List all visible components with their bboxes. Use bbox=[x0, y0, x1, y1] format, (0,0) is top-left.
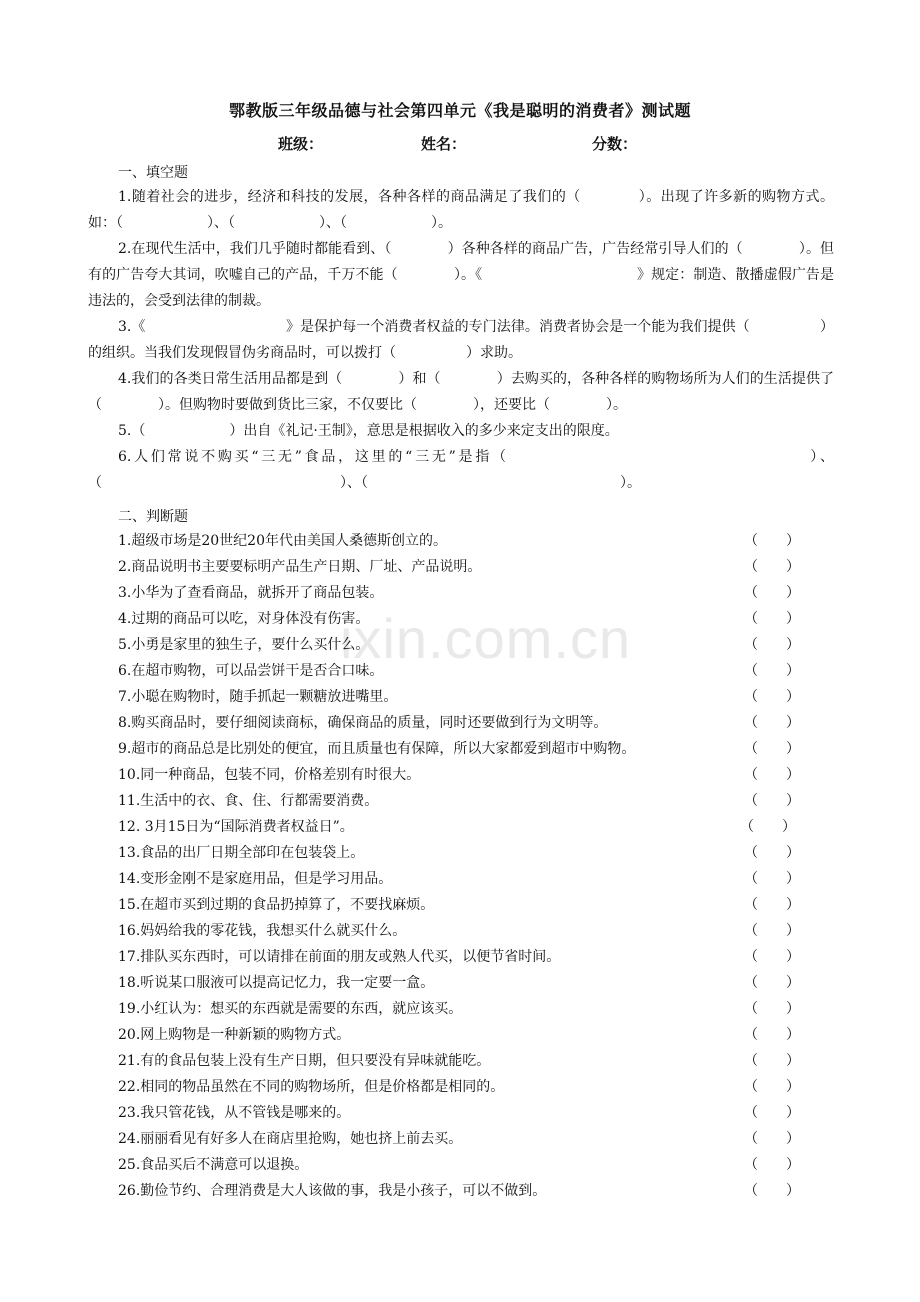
true-false-question: 12. 3月15日为“国际消费者权益日”。 bbox=[118, 819, 354, 835]
answer-parentheses: （ ） bbox=[744, 715, 800, 731]
fill-blank-question: 6.人们常说不购买“三无”食品，这里的“三无”是指（ ）、（ ）、（ ）。 bbox=[88, 449, 834, 491]
true-false-question: 6.在超市购物，可以品尝饼干是否合口味。 bbox=[118, 663, 384, 679]
section-true-false-title: 二、判断题 bbox=[118, 509, 188, 525]
answer-parentheses: （ ） bbox=[744, 637, 800, 653]
true-false-question: 3.小华为了查看商品，就拆开了商品包装。 bbox=[118, 585, 384, 601]
true-false-question: 23.我只管花钱，从不管钱是哪来的。 bbox=[118, 1105, 351, 1121]
fill-blank-question: 4.我们的各类日常生活用品都是到（ ）和（ ）去购买的，各种各样的购物场所为人们的生活提供了（ ）。但购物时要做到货比三家，不仅要比（ ），还要比（ ）。 bbox=[88, 371, 834, 413]
fill-blank-question: 3.《 》是保护每一个消费者权益的专门法律。消费者协会是一个能为我们提供（ ）的组织。当我们发现假冒伪劣商品时，可以拨打（ ）求助。 bbox=[88, 319, 834, 361]
answer-parentheses: （ ） bbox=[744, 923, 800, 939]
class-label: 班级： bbox=[278, 135, 324, 153]
true-false-question: 8.购买商品时，要仔细阅读商标，确保商品的质量，同时还要做到行为文明等。 bbox=[118, 715, 608, 731]
answer-parentheses: （ ） bbox=[744, 1079, 800, 1095]
answer-parentheses: （ ） bbox=[744, 871, 800, 887]
true-false-question: 13.食品的出厂日期全部印在包装袋上。 bbox=[118, 845, 365, 861]
answer-parentheses: （ ） bbox=[744, 741, 800, 757]
answer-parentheses: （ ） bbox=[744, 611, 800, 627]
true-false-question: 24.丽丽看见有好多人在商店里抢购，她也挤上前去买。 bbox=[118, 1131, 463, 1147]
answer-parentheses: （ ） bbox=[744, 1105, 800, 1121]
page-title: 鄂教版三年级品德与社会第四单元《我是聪明的消费者》测试题 bbox=[228, 101, 691, 120]
student-info-row bbox=[0, 133, 920, 155]
answer-parentheses: （ ） bbox=[744, 1027, 800, 1043]
true-false-question: 14.变形金刚不是家庭用品，但是学习用品。 bbox=[118, 871, 393, 887]
true-false-question: 17.排队买东西时，可以请排在前面的朋友或熟人代买，以便节省时间。 bbox=[118, 949, 561, 965]
answer-parentheses: （ ） bbox=[744, 793, 800, 809]
answer-parentheses: （ ） bbox=[740, 819, 796, 835]
section-fill-blank-title: 一、填空题 bbox=[118, 165, 188, 181]
true-false-question: 11.生活中的衣、食、住、行都需要消费。 bbox=[118, 793, 379, 809]
watermark: ixin.com.cn bbox=[340, 607, 632, 670]
true-false-question: 15.在超市买到过期的食品扔掉算了，不要找麻烦。 bbox=[118, 897, 435, 913]
true-false-question: 9.超市的商品总是比别处的便宜，而且质量也有保障，所以大家都爱到超市中购物。 bbox=[118, 741, 636, 757]
true-false-question: 5.小勇是家里的独生子，要什么买什么。 bbox=[118, 637, 370, 653]
answer-parentheses: （ ） bbox=[744, 1157, 800, 1173]
answer-parentheses: （ ） bbox=[744, 1131, 800, 1147]
answer-parentheses: （ ） bbox=[744, 1001, 800, 1017]
true-false-question: 7.小聪在购物时，随手抓起一颗糖放进嘴里。 bbox=[118, 689, 398, 705]
true-false-question: 16.妈妈给我的零花钱，我想买什么就买什么。 bbox=[118, 923, 407, 939]
fill-blank-question: 5.（ ）出自《礼记·王制》，意思是根据收入的多少来定支出的限度。 bbox=[118, 423, 619, 439]
true-false-question: 2.商品说明书主要要标明产品生产日期、厂址、产品说明。 bbox=[118, 559, 482, 575]
answer-parentheses: （ ） bbox=[744, 949, 800, 965]
true-false-question: 21.有的食品包装上没有生产日期，但只要没有异味就能吃。 bbox=[118, 1053, 491, 1069]
name-label: 姓名： bbox=[421, 135, 467, 153]
true-false-question: 1.超级市场是20世纪20年代由美国人桑德斯创立的。 bbox=[118, 533, 447, 549]
true-false-question: 18.听说某口服液可以提高记忆力，我一定要一盒。 bbox=[118, 975, 435, 991]
true-false-question: 19.小红认为：想买的东西就是需要的东西，就应该买。 bbox=[118, 1001, 463, 1017]
true-false-question: 22.相同的物品虽然在不同的购物场所，但是价格都是相同的。 bbox=[118, 1079, 505, 1095]
true-false-question: 20.网上购物是一种新颖的购物方式。 bbox=[118, 1027, 351, 1043]
answer-parentheses: （ ） bbox=[744, 1183, 800, 1199]
true-false-question: 25.食品买后不满意可以退换。 bbox=[118, 1157, 309, 1173]
answer-parentheses: （ ） bbox=[744, 845, 800, 861]
answer-parentheses: （ ） bbox=[744, 767, 800, 783]
answer-parentheses: （ ） bbox=[744, 975, 800, 991]
fill-blank-question: 1.随着社会的进步，经济和科技的发展，各种各样的商品满足了我们的（ ）。出现了许多新的购物方式。如：（ ）、（ ）、（ ）。 bbox=[88, 189, 834, 231]
answer-parentheses: （ ） bbox=[744, 689, 800, 705]
answer-parentheses: （ ） bbox=[744, 1053, 800, 1069]
fill-blank-question: 2.在现代生活中，我们几乎随时都能看到、（ ）各种各样的商品广告，广告经常引导人们的（ ）。但有的广告夸大其词，吹嘘自己的产品，千万不能（ ）。《 》规定：制造、散播虚假广告是违法的，会受到法律的制裁。 bbox=[88, 241, 834, 309]
answer-parentheses: （ ） bbox=[744, 533, 800, 549]
true-false-question: 10.同一种商品，包装不同，价格差别有时很大。 bbox=[118, 767, 421, 783]
true-false-question: 4.过期的商品可以吃，对身体没有伤害。 bbox=[118, 611, 370, 627]
score-label: 分数： bbox=[592, 135, 638, 153]
answer-parentheses: （ ） bbox=[744, 663, 800, 679]
answer-parentheses: （ ） bbox=[744, 585, 800, 601]
true-false-question: 26.勤俭节约、合理消费是大人该做的事，我是小孩子，可以不做到。 bbox=[118, 1183, 547, 1199]
answer-parentheses: （ ） bbox=[744, 559, 800, 575]
answer-parentheses: （ ） bbox=[744, 897, 800, 913]
